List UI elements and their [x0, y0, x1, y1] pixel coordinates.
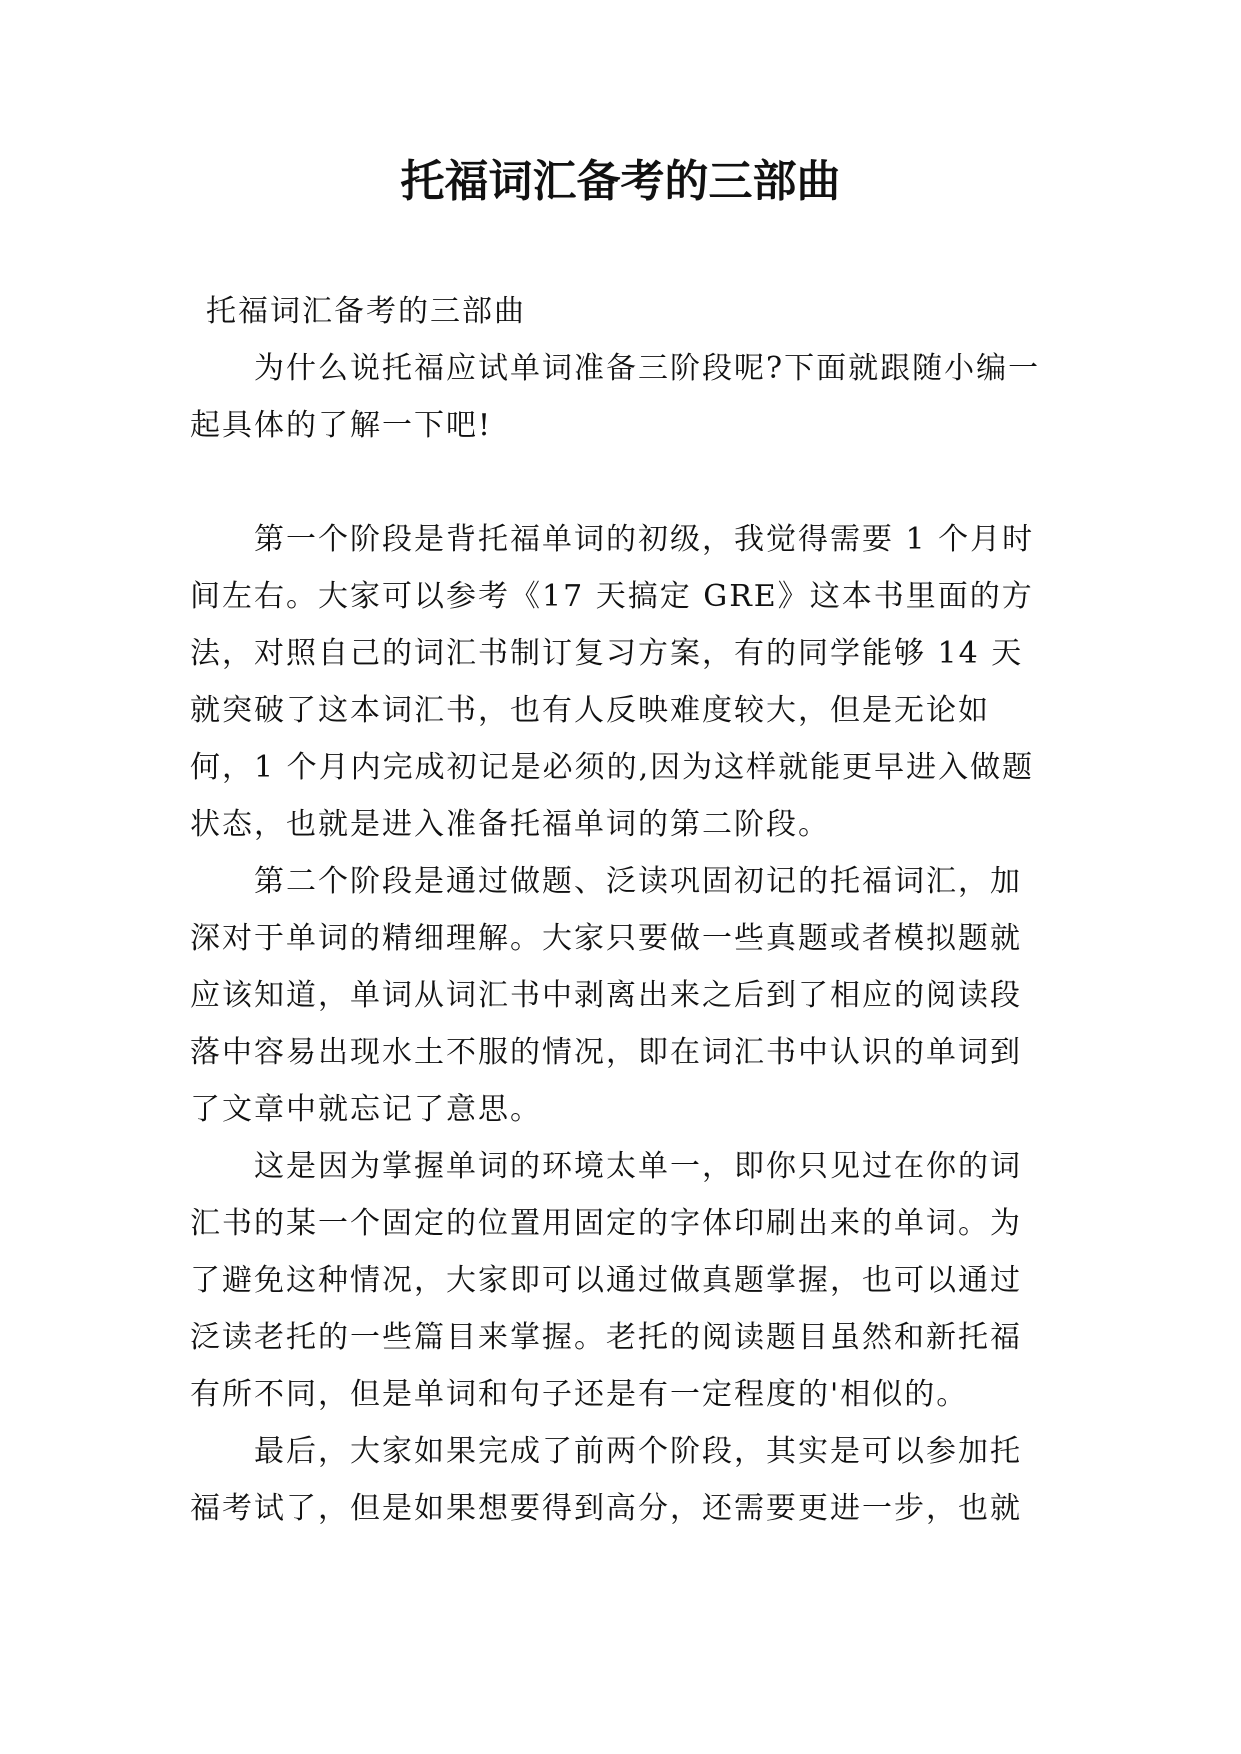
- paragraph-final: 最后，大家如果完成了前两个阶段，其实是可以参加托福考试了，但是如果想要得到高分，还需要更进一步，也就: [190, 1434, 1022, 1526]
- paragraph-gap: [190, 454, 1050, 511]
- document-title: 托福词汇备考的三部曲: [400, 156, 841, 207]
- paragraph-stage-two: 第二个阶段是通过做题、泛读巩固初记的托福词汇，加深对于单词的精细理解。大家只要做一些真题或者模拟题就应该知道，单词从词汇书中剥离出来之后到了相应的阅读段落中容易出现水土不服的情况，即在词汇书中认识的单词到了文章中就忘记了意思。: [190, 864, 1022, 1127]
- paragraph-intro: 为什么说托福应试单词准备三阶段呢?下面就跟随小编一起具体的了解一下吧!: [190, 351, 1041, 443]
- document-subtitle: 托福词汇备考的三部曲: [206, 294, 526, 329]
- document-body: [190, 283, 1050, 1537]
- paragraph-stage-one: 第一个阶段是背托福单词的初级，我觉得需要 1 个月时间左右。大家可以参考《17 天搞定 GRE》这本书里面的方法，对照自己的词汇书制订复习方案，有的同学能够 14 天就突破了这本词汇书，也有人反映难度较大，但是无论如何，1 个月内完成初记是必须的,因为这样就能更早进入做题状态，也就是进入准备托福单词的第二阶段。: [190, 522, 1035, 842]
- paragraph-environment: 这是因为掌握单词的环境太单一，即你只见过在你的词汇书的某一个固定的位置用固定的字体印刷出来的单词。为了避免这种情况，大家即可以通过做真题掌握，也可以通过泛读老托的一些篇目来掌握。老托的阅读题目虽然和新托福有所不同，但是单词和句子还是有一定程度的'相似的。: [190, 1149, 1022, 1412]
